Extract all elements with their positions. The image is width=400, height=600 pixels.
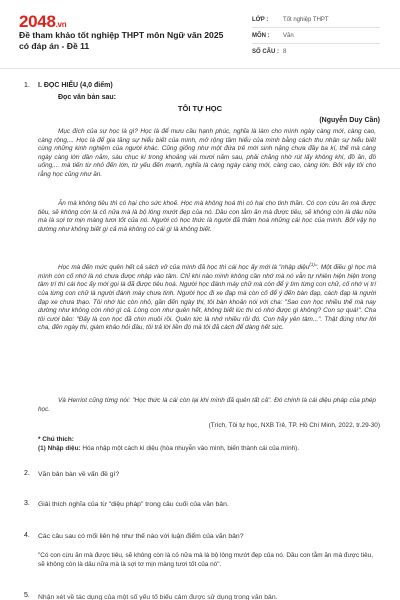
document-title: Đề tham khảo tốt nghiệp THPT môn Ngữ văn 2025 có đáp án - Đề 11 xyxy=(19,30,224,51)
passage-text: ". Một điều gì học mà mình còn cố nhớ là nó chưa được nhập vào tâm. Chỉ khi nào mình không cần nhớ mà nó vẫn tự nhiên hiện hiện trong tâm trí thì cái học ấy mới gọi là đã được tiêu hoá. Người học đánh máy chữ mà còn để ý tìm từng con chữ, cố nhớ vị trí của từng con chữ là người đánh máy chưa tinh. Người học đi xe đạp mà còn cố để ý đến bàn đạp, cách đạp là người đạp xe chưa thạo. Tôi nhớ lúc còn nhỏ, gần đến ngày thi, tôi bàn khoản nói với cha: "Sao con học nhiều thế mà nay dường như không còn nhớ gì cả. Lòng con như quên hết, không biết lúc thi có nhớ được gì không? Con sợ quá!". Cha tôi cười bảo: "Đấy là con học đã chín muồi rồi. Quên tức là nhớ nhiều rồi đó. Con hãy yên tâm...". Thật đúng như lời cha, đến ngày thi, giám khảo hỏi đâu, tôi trả lời liền đó mà tôi đã cách để dàng hết sức. xyxy=(38,264,376,332)
passage-paragraph-3 xyxy=(38,261,376,333)
question-quote: "Có con cừu ăn mà được tiêu, sẽ không còn là cỏ nữa mà là bộ lông mướt đẹp của nó. Dầu con tằm ăn mà được tiêu, sẽ không còn là dâu nữa mà là sợi tơ mịn màng tươi tốt của nó". xyxy=(38,552,373,568)
question-number: 2. xyxy=(24,470,30,477)
question-number: 4. xyxy=(24,532,30,539)
passage-citation: (Trích, Tôi tự học, NXB Trẻ, TP. Hồ Chí Minh, 2022, tr.29-30) xyxy=(208,422,380,429)
passage-paragraph-2: Ăn mà không tiêu thì có hại cho sức khoẻ. Học mà không hoá thì có hại cho tinh thần. Có con cừu ăn mà được tiêu, sẽ không còn là cỏ nữa mà là bộ lông mướt đẹp của nó. Dầu con tằm ăn mà được tiêu, sẽ không còn là dâu nữa mà là sợi tơ mịn màng tươi tốt của nó. Người có học thức là người đã thâm hoá những cái học của mình. Bởi vậy họ dường như không biết gì cả mà không có cái gì là không biết. xyxy=(38,200,376,233)
question-text: Văn bản bàn về vấn đề gì? xyxy=(38,471,120,478)
meta-value: Văn xyxy=(283,32,294,39)
meta-row-subject xyxy=(252,28,380,44)
passage-author: (Nguyễn Duy Cần) xyxy=(319,117,380,124)
note-body xyxy=(38,445,376,452)
meta-label: LỚP : xyxy=(252,16,269,23)
meta-label: SỐ CÂU : xyxy=(252,49,279,55)
meta-row-class xyxy=(252,12,380,28)
section-title: I. ĐỌC HIỂU (4,0 điểm) xyxy=(38,82,113,89)
page-header xyxy=(0,0,400,64)
note-title: * Chú thích: xyxy=(38,436,74,443)
site-logo[interactable] xyxy=(19,12,66,32)
passage-paragraph-1: Mục đích của sự học là gì? Học là để mưu cầu hạnh phúc, nghĩa là làm cho mình ngày càng mới, càng cao, càng rộng,... Học là để gia tăng sự hiểu biết của mình, mở rộng tầm hiểu của mình bằng cách thu nhận sự hiểu biết cùng những kinh nghiệm của người khác. Cũng giống như một đứa trẻ mới sinh nặng chưa đầy ba kí, thế mà càng ngày càng lớn dần năm, sáu chục kí trong khoảng vài mươi năm sau, phải chăng nhờ rút lấy không khí, đồ ăn, đồ uống,... mà tiến từ nhỏ đến lớn, từ yếu đến mạnh, nghĩa là càng ngày càng mới, càng cao, càng lớn. Bởi vậy tôi cho rằng học cũng như ăn. xyxy=(38,128,376,178)
note-term: (1) Nhập diệu: xyxy=(38,445,81,452)
meta-row-question-count xyxy=(252,44,380,60)
question-number: 1. xyxy=(24,82,30,89)
question-text: Các câu sau có mối liên hệ như thế nào với luận điểm của văn bản? xyxy=(38,533,244,540)
passage-text: Học mà đến mức quên hết cả sách vở của mình đã học thì cái học ấy mới là "nhập diệu xyxy=(58,264,310,272)
meta-panel xyxy=(252,12,380,60)
meta-value: Tốt nghiệp THPT xyxy=(283,16,329,23)
meta-label: MÔN : xyxy=(252,32,270,39)
note-definition: Hóa nhập một cách kì diệu (hòa nhuyễn vào mình, biến thành cái của mình). xyxy=(80,445,300,452)
passage-paragraph-4: Và Herriot cũng từng nói: "Học thức là cái còn lại khi mình đã quên tất cả". Đó chính là cái diệu pháp của phép học. xyxy=(38,397,376,413)
question-text: Nhận xét về tác dụng của một số yếu tố biểu cảm được sử dụng trong văn bản. xyxy=(38,594,278,600)
question-number: 3. xyxy=(24,500,30,507)
question-number: 5. xyxy=(24,592,30,599)
logo-main: 2048 xyxy=(19,12,56,31)
header-divider xyxy=(0,68,400,69)
reading-instruction: Đọc văn bản sau: xyxy=(58,94,116,101)
passage-title: TÔI TỰ HỌC xyxy=(177,104,223,113)
question-text: Giải thích nghĩa của từ "diệu pháp" trong câu cuối của văn bản. xyxy=(38,501,229,508)
footnote-marker: (1) xyxy=(309,262,315,267)
meta-value: 8 xyxy=(283,49,287,55)
logo-tld: .vn xyxy=(55,20,67,29)
